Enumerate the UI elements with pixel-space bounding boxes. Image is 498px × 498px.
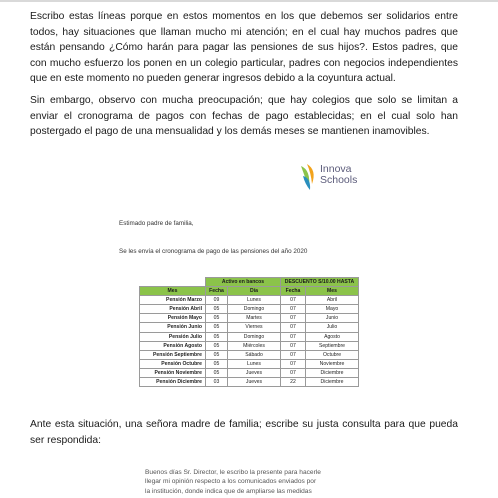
cell-fecha-descuento: 07 — [281, 368, 306, 377]
logo-mark-icon — [298, 162, 318, 192]
cell-dia: Domingo — [228, 332, 281, 341]
cell-mes-descuento: Junio — [306, 314, 359, 323]
table-row — [140, 350, 359, 359]
table-group-header-row — [140, 278, 359, 287]
table-row — [140, 305, 359, 314]
cell-fecha-descuento: 07 — [281, 314, 306, 323]
table-row — [140, 378, 359, 387]
cell-fecha: 03 — [206, 378, 228, 387]
cell-dia: Miércoles — [228, 341, 281, 350]
empty-corner-cell — [140, 278, 206, 287]
cell-fecha-descuento: 22 — [281, 378, 306, 387]
cell-fecha-descuento: 07 — [281, 350, 306, 359]
cell-dia: Sábado — [228, 350, 281, 359]
quote-line: Buenos días Sr. Director, le escribo la presente para hacerle — [145, 469, 321, 476]
logo-line-1: Innova — [320, 163, 352, 175]
cell-mes: Pensión Noviembre — [140, 368, 206, 377]
cell-mes: Pensión Mayo — [140, 314, 206, 323]
table-row — [140, 359, 359, 368]
cell-fecha-descuento: 07 — [281, 323, 306, 332]
cell-dia: Martes — [228, 314, 281, 323]
cell-dia: Lunes — [228, 359, 281, 368]
cell-fecha-descuento: 07 — [281, 305, 306, 314]
cell-fecha: 05 — [206, 323, 228, 332]
cell-mes: Pensión Agosto — [140, 341, 206, 350]
cell-fecha: 05 — [206, 314, 228, 323]
cell-fecha: 05 — [206, 341, 228, 350]
column-header: Fecha — [281, 287, 306, 296]
cell-mes: Pensión Octubre — [140, 359, 206, 368]
table-column-header-row — [140, 287, 359, 296]
cell-mes-descuento: Diciembre — [306, 378, 359, 387]
cell-mes: Pensión Julio — [140, 332, 206, 341]
cell-fecha: 05 — [206, 350, 228, 359]
group-header-activo: Activo en bancos — [206, 278, 281, 287]
table-row — [140, 314, 359, 323]
cell-fecha: 05 — [206, 305, 228, 314]
cell-mes-descuento: Diciembre — [306, 368, 359, 377]
letter-intro: Se les envía el cronograma de pago de las pensiones del año 2020 — [119, 248, 308, 255]
cell-mes-descuento: Noviembre — [306, 359, 359, 368]
cell-dia: Jueves — [228, 368, 281, 377]
cell-fecha-descuento: 07 — [281, 332, 306, 341]
column-header: Mes — [306, 287, 359, 296]
cell-fecha-descuento: 07 — [281, 296, 306, 305]
letter-salutation: Estimado padre de familia, — [119, 220, 194, 227]
cell-mes: Pensión Septiembre — [140, 350, 206, 359]
table-row — [140, 332, 359, 341]
table-row — [140, 296, 359, 305]
cell-fecha: 05 — [206, 332, 228, 341]
quote-line: llegar mi opinión respecto a los comunicados enviados por — [145, 478, 317, 486]
cell-mes: Pensión Abril — [140, 305, 206, 314]
cell-dia: Viernes — [228, 323, 281, 332]
cell-fecha: 05 — [206, 359, 228, 368]
top-border — [0, 0, 498, 2]
cell-fecha-descuento: 07 — [281, 341, 306, 350]
parent-letter-excerpt — [145, 468, 365, 496]
paragraph-3: Ante esta situación, una señora madre de familia; escribe su justa consulta para que pueda ser respondida: — [30, 419, 458, 446]
cell-mes-descuento: Abril — [306, 296, 359, 305]
cell-mes: Pensión Junio — [140, 323, 206, 332]
school-letter-image — [112, 150, 388, 400]
table-row — [140, 341, 359, 350]
column-header: Fecha — [206, 287, 228, 296]
cell-dia: Jueves — [228, 378, 281, 387]
cell-mes-descuento: Octubre — [306, 350, 359, 359]
table-row — [140, 368, 359, 377]
cell-fecha: 05 — [206, 368, 228, 377]
group-header-descuento: DESCUENTO S/10.00 HASTA — [281, 278, 359, 287]
table-row — [140, 323, 359, 332]
cell-mes-descuento: Julio — [306, 323, 359, 332]
cell-dia: Domingo — [228, 305, 281, 314]
cell-mes-descuento: Mayo — [306, 305, 359, 314]
paragraph-2: Sin embargo, observo con mucha preocupación; que hay colegios que solo se limitan a enviar el cronograma de pagos con fechas de pago establecidas; en el cual solo han postergado el pago de una mensualidad y los demás meses se mantienen inamovibles. — [30, 95, 458, 138]
logo-text — [320, 164, 357, 185]
cell-mes-descuento: Agosto — [306, 332, 359, 341]
innova-schools-logo — [298, 162, 378, 194]
cell-mes: Pensión Marzo — [140, 296, 206, 305]
cell-dia: Lunes — [228, 296, 281, 305]
cell-mes-descuento: Septiembre — [306, 341, 359, 350]
paragraph-1: Escribo estas líneas porque en estos momentos en los que debemos ser solidarios entre todos, hay situaciones que llaman mucho mi atención; en el cual hay muchos padres que están pensando ¿Cómo harán para pagar las pensiones de sus hijos?. Estos padres, que con mucho esfuerzo los ponen en un colegio particular, padres con negocios independientes que en este momento no pueden generar ingresos debido a la coyuntura actual. — [30, 11, 458, 85]
column-header: Mes — [140, 287, 206, 296]
cell-fecha-descuento: 07 — [281, 359, 306, 368]
cell-mes: Pensión Diciembre — [140, 378, 206, 387]
quote-line: la institución, donde indica que de ampliarse las medidas — [145, 487, 312, 495]
column-header: Día — [228, 287, 281, 296]
payment-schedule-table — [139, 277, 359, 387]
cell-fecha: 09 — [206, 296, 228, 305]
logo-line-2: Schools — [320, 173, 358, 186]
